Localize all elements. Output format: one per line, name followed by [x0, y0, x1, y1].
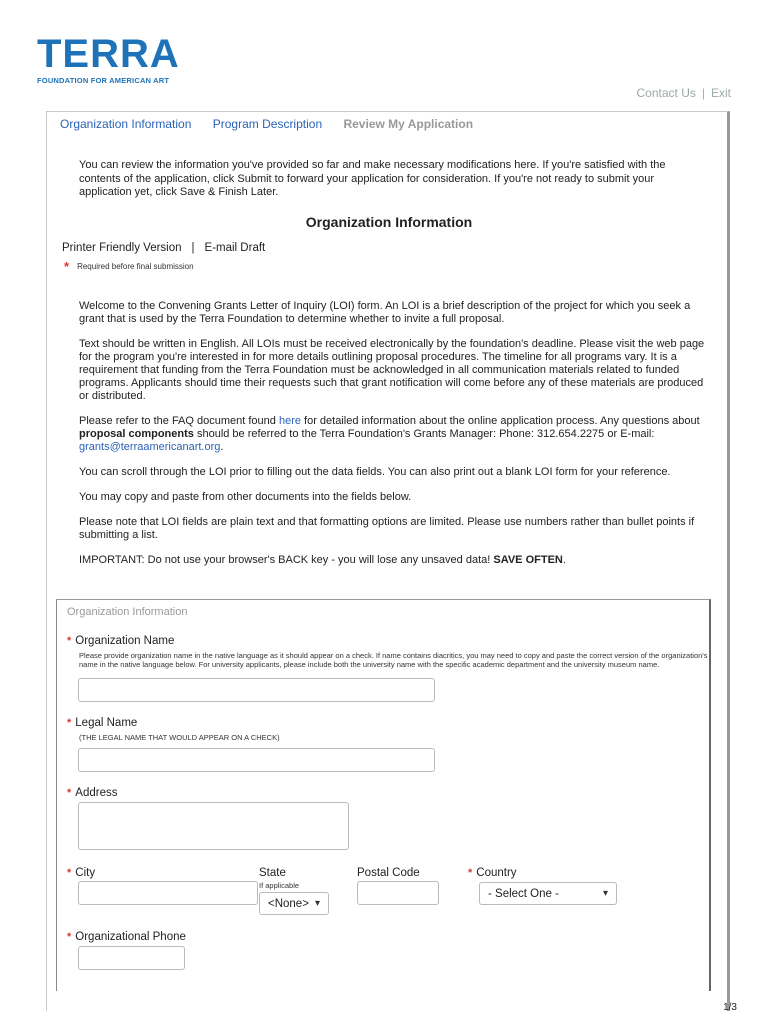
welcome-paragraph: You may copy and paste from other documents into the fields below.: [79, 491, 412, 503]
organization-form: [56, 599, 711, 991]
phone-input[interactable]: [78, 946, 185, 970]
required-star-icon: *: [67, 867, 72, 879]
welcome-paragraph: [79, 415, 709, 454]
contact-us-link[interactable]: Contact Us: [636, 86, 696, 100]
printer-friendly-link[interactable]: Printer Friendly Version: [62, 242, 182, 254]
label-text: Country: [476, 867, 517, 879]
city-label: [67, 867, 95, 879]
required-star-icon: *: [67, 787, 72, 799]
state-select[interactable]: [259, 892, 329, 915]
label-text: City: [75, 867, 96, 879]
city-input[interactable]: [78, 881, 258, 905]
postal-code-label: Postal Code: [357, 867, 420, 879]
section-title: Organization Information: [305, 214, 473, 230]
required-star-icon: *: [468, 867, 473, 879]
text-span: .: [562, 554, 566, 566]
org-name-label: [67, 635, 174, 647]
country-selected-value: - Select One -: [488, 887, 559, 900]
bold-text: proposal components: [79, 428, 194, 440]
page-number: 1/3: [723, 1002, 737, 1013]
label-text: Organizational Phone: [75, 931, 186, 943]
required-star-icon: *: [67, 931, 72, 943]
form-legend: Organization Information: [67, 606, 188, 618]
print-email-row: [62, 242, 265, 254]
logo-tagline: FOUNDATION FOR AMERICAN ART: [37, 76, 170, 85]
welcome-paragraph: You can scroll through the LOI prior to filling out the data fields. You can also print out a blank LOI form for your reference.: [79, 466, 671, 478]
email-draft-link[interactable]: E-mail Draft: [204, 242, 266, 254]
intro-text: You can review the information you've provided so far and make necessary modifications here. If you're satisfied with the contents of the application, click Submit to forward your application for consideration. If you're not ready to submit your application yet, click Save & Finish Later.: [79, 159, 666, 198]
state-help: If applicable: [259, 881, 300, 890]
welcome-paragraph: Please note that LOI fields are plain text and that formatting options are limited. Please use numbers rather than bullet points if submitting a list.: [79, 516, 695, 541]
top-links: [637, 86, 732, 100]
postal-code-input[interactable]: [357, 881, 439, 905]
legal-name-label: [67, 717, 137, 729]
tab-program-description[interactable]: Program Description: [212, 117, 323, 131]
state-selected-value: <None>: [268, 897, 309, 910]
country-label: [468, 867, 517, 879]
legal-name-help: (THE LEGAL NAME THAT WOULD APPEAR ON A CHECK): [79, 733, 280, 742]
required-star-icon: *: [67, 717, 72, 729]
exit-link[interactable]: Exit: [710, 86, 731, 100]
tab-review-my-application[interactable]: Review My Application: [343, 117, 474, 131]
welcome-paragraph: Text should be written in English. All LOIs must be received electronically by the foundation's deadline. Please visit the web page for the program you're interested in for more details outlining proposal procedures. The timeline for all programs vary. It is a requirement that funding from the Terra Foundation must be acknowledged in all communication materials related to funded programs. Applicants should time their requests such that grant notification will come before any of these materials are produced or distributed.: [79, 338, 705, 402]
text-span: Please refer to the FAQ document found: [79, 415, 279, 427]
text-span: .: [220, 441, 224, 453]
terra-logo: [37, 34, 180, 85]
text-span: should be referred to the Terra Foundation's Grants Manager: Phone: 312.654.2275 or E-mail:: [193, 428, 655, 440]
label-text: Legal Name: [75, 717, 138, 729]
tab-organization-information[interactable]: Organization Information: [60, 117, 192, 131]
grants-email-link[interactable]: grants@terraamericanart.org: [79, 441, 221, 453]
address-textarea[interactable]: [78, 802, 349, 850]
required-star-icon: *: [64, 259, 70, 274]
label-text: Address: [75, 787, 118, 799]
bold-text: SAVE OFTEN: [493, 554, 563, 566]
logo-word: TERRA: [37, 32, 180, 76]
address-label: [67, 787, 117, 799]
welcome-paragraph: [79, 554, 709, 567]
phone-label: [67, 931, 186, 943]
tab-bar: [60, 117, 491, 131]
text-span: IMPORTANT: Do not use your browser's BACK key - you will lose any unsaved data!: [79, 554, 494, 566]
welcome-paragraph: Welcome to the Convening Grants Letter of Inquiry (LOI) form. An LOI is a brief description of the project for which you seek a grant that is used by the Terra Foundation to determine whether to invite a full proposal.: [79, 300, 691, 325]
top-links-separator: |: [701, 86, 705, 100]
org-name-input[interactable]: [78, 678, 435, 702]
chevron-down-icon: ▾: [602, 888, 608, 899]
label-text: Organization Name: [75, 635, 175, 647]
country-select[interactable]: [479, 882, 617, 905]
required-note-text: Required before final submission: [77, 262, 194, 271]
required-star-icon: *: [67, 635, 72, 647]
org-name-help: Please provide organization name in the native language as it should appear on a check. If name contains diacritics, you may need to copy and paste the correct version of the organization's name in the native language below. For university applicants, please include both the university name with the specific academic department and the university museum name.: [79, 651, 708, 669]
faq-here-link[interactable]: here: [278, 415, 301, 427]
required-note: [64, 259, 194, 274]
text-span: for detailed information about the online application process. Any questions about: [300, 415, 700, 427]
legal-name-input[interactable]: [78, 748, 435, 772]
print-email-separator: |: [191, 242, 195, 254]
welcome-text: [79, 300, 709, 579]
chevron-down-icon: ▾: [314, 898, 320, 909]
state-label: State: [259, 867, 286, 879]
